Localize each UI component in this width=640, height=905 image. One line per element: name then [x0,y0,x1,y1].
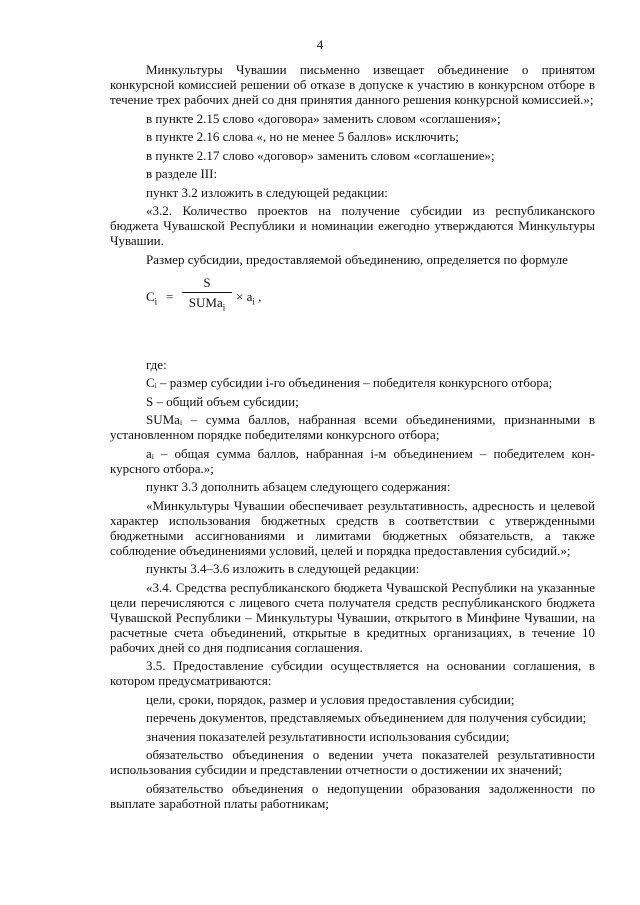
paragraph: значения показателей результативности использования субсидии; [146,728,510,744]
paragraph: где: [146,356,167,372]
formula-equals: = [166,288,174,304]
formula-rhs: × $a_i$ , [236,288,262,307]
paragraph: пункт 3.3 дополнить абзацем следующего содержания: [146,479,451,494]
paragraph: S – общий объем субсидии; [146,393,299,409]
document-body [110,62,595,814]
section-heading: в разделе III: [146,166,218,181]
paragraph: обязательство объединения о ведении учета показателей результативности использования субсидии и представлении отчетности о достижении их значений; [110,747,595,777]
page-number: 4 [316,37,324,52]
paragraph: Cᵢ – размер субсидии i-го объединения – победителя конкурсного отбора; [146,375,553,390]
formula-lhs: $C_i$ [146,288,158,307]
formula-fraction [182,275,232,316]
paragraph: Размер субсидии, предоставляемой объединению, определяется по формуле [146,251,568,267]
subsidy-formula [110,273,595,323]
paragraph: в пункте 2.17 слово «договор» заменить словом «соглашение»; [146,147,495,163]
paragraph: пункты 3.4–3.6 изложить в следующей редакции: [146,561,420,576]
paragraph: «3.4. Средства республиканского бюджета Чувашской Республики на указанные цели перечисляются с лицевого счета получателя средств республиканского бюджета Чувашской Республики – Минкультуры Чувашии, открытого в Минфине Чувашии, на расчетные счета объединений, открытые в кредитных организациях, в течение 10 рабочих дней со дня подписания соглашения. [110,579,595,655]
paragraph: перечень документов, представляемых объединением для получения субсидии; [146,710,587,725]
paragraph: в пункте 2.16 слова «, но не менее 5 баллов» исключить; [146,129,459,144]
formula-denominator: SUMa$_i$ [188,294,226,313]
paragraph: «3.2. Количество проектов на получение субсидии из республиканского бюджета Чувашской Республики и номинации ежегодно утверждаются Минкультуры Чувашии. [110,203,595,248]
paragraph: aᵢ – общая сумма баллов, набранная i-м объединением – победителем конкурсного отбора.»; [110,445,595,476]
paragraph: 3.5. Предоставление субсидии осуществляется на основании соглашения, в котором предусматриваются: [110,658,595,688]
paragraph: «Минкультуры Чувашии обеспечивает результативность, адресность и целевой характер использования бюджетных средств в соответствии с утвержденными бюджетными ассигнованиями и лимитами бюджетных обязательств, а также соблюдение объединениями условий, целей и порядка предоставления субсидий.»; [110,497,595,558]
paragraph: SUMaᵢ – сумма баллов, набранная всеми объединениями, признанными в установленном порядке победителями конкурсного отбора; [110,412,595,442]
paragraph: обязательство объединения о недопущении образования задолженности по выплате заработной платы работникам; [110,780,595,811]
paragraph: пункт 3.2 изложить в следующей редакции: [146,184,388,200]
paragraph: цели, сроки, порядок, размер и условия предоставления субсидии; [146,691,515,707]
fraction-bar [182,292,232,293]
formula-numerator: S [203,274,211,290]
paragraph: в пункте 2.15 слово «договора» заменить словом «соглашения»; [146,110,501,126]
paragraph: Минкультуры Чувашии письменно извещает объединение о принятом конкурсной комиссией решении об отказе в допуске к участию в конкурсном отборе в течение трех рабочих дней со дня принятия данного решения конкурсной комиссией.»; [110,62,595,107]
